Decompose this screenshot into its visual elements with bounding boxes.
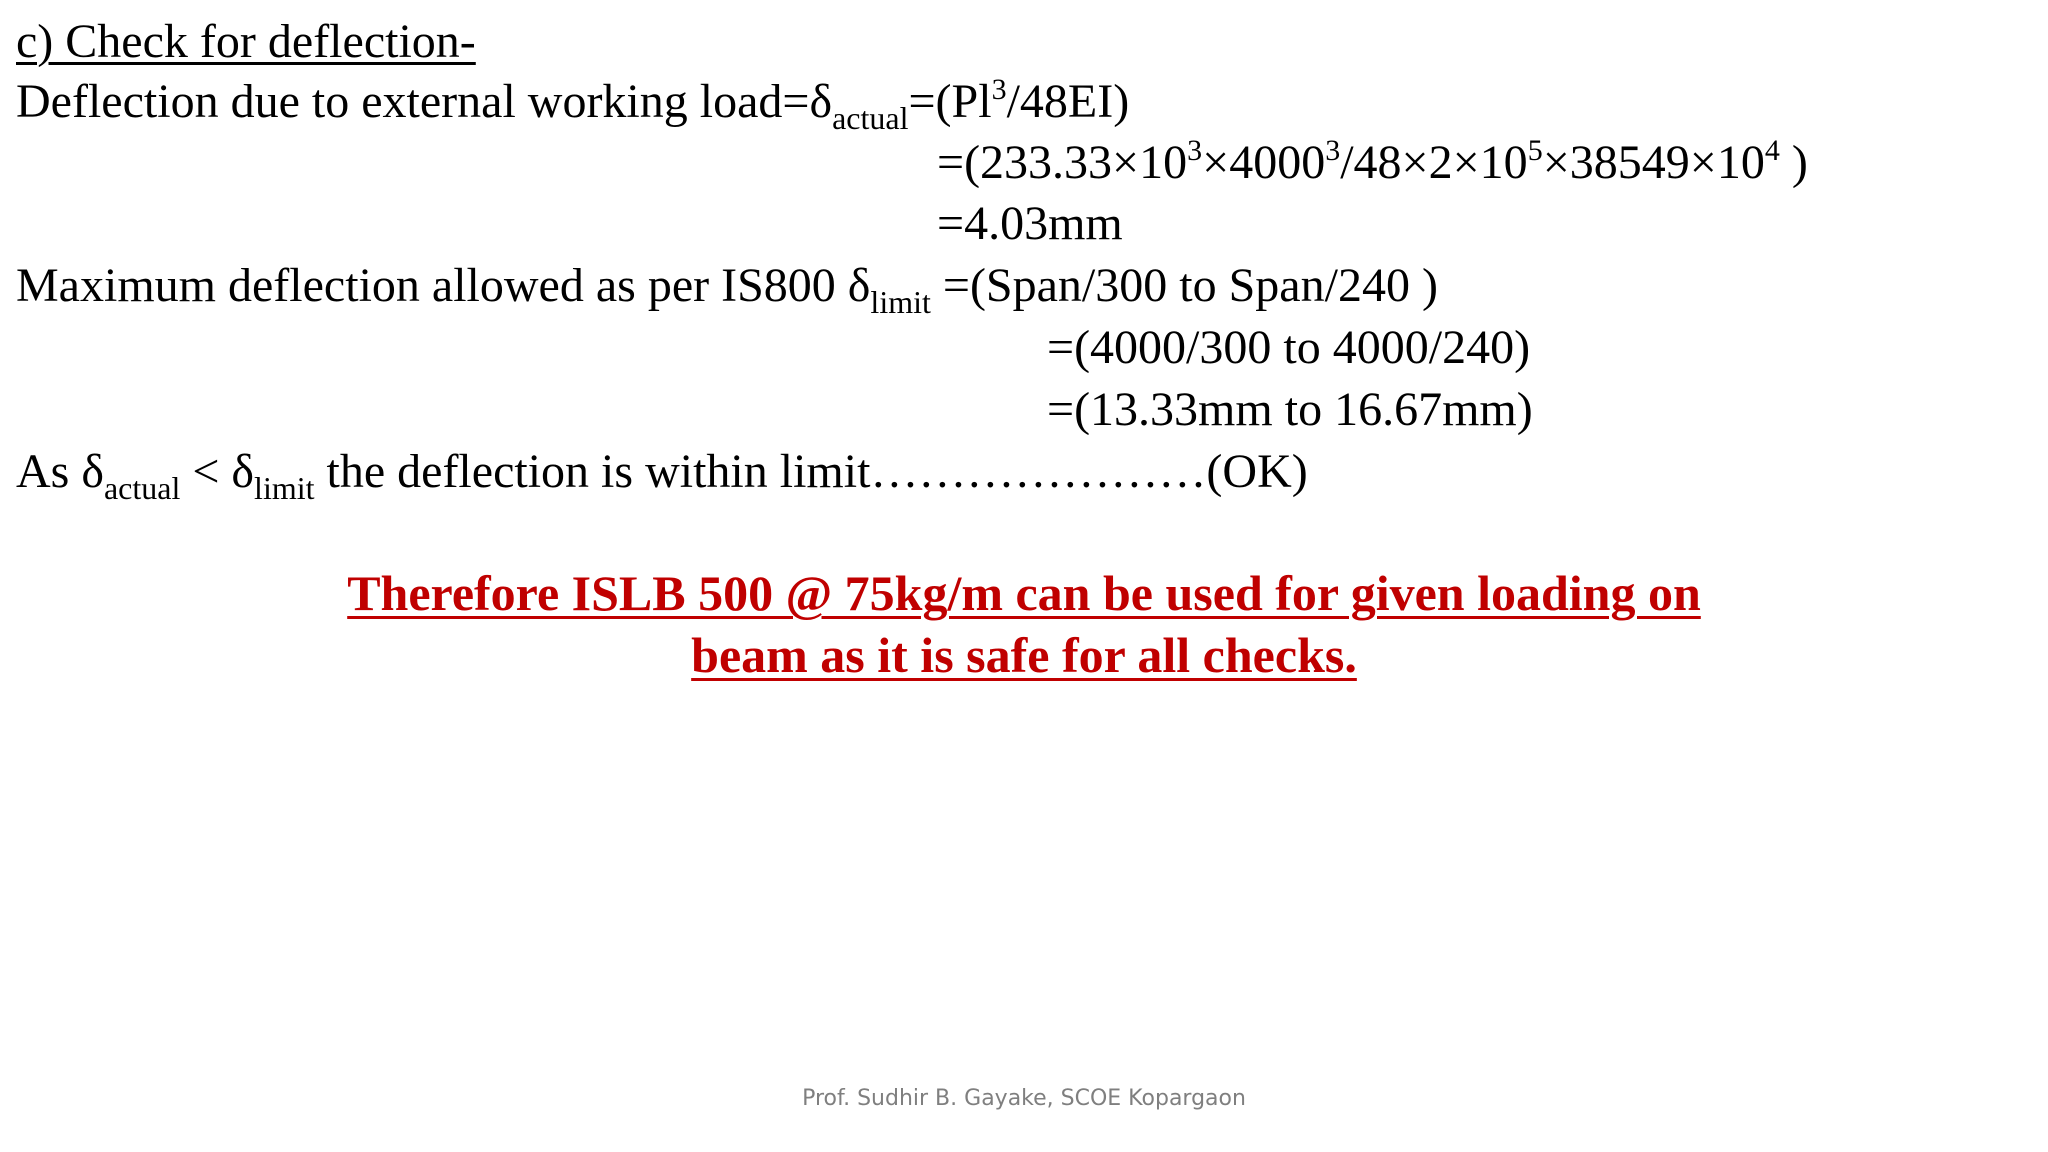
substitution-part-2: ×4000 (1202, 136, 1326, 189)
conclusion-line-1: Therefore ISLB 500 @ 75kg/m can be used for given loading on (347, 565, 1701, 621)
slide-heading: c) Check for deflection- (16, 15, 476, 68)
superscript-3: 5 (1527, 134, 1543, 167)
substitution-part-4: ×38549×10 (1542, 136, 1765, 189)
slide-footer: Prof. Sudhir B. Gayake, SCOE Kopargaon (802, 1086, 1246, 1111)
superscript-1: 3 (1187, 134, 1203, 167)
substitution-part-3: /48×2×10 (1340, 136, 1528, 189)
superscript-2: 3 (1325, 134, 1341, 167)
deflection-result-line: =4.03mm (937, 197, 1123, 250)
deflection-formula-line (16, 72, 1130, 136)
comparison-limit-subscript: limit (254, 470, 315, 506)
cube-superscript: 3 (991, 73, 1007, 106)
delta-actual-subscript: actual (832, 100, 909, 136)
comparison-line (16, 442, 1308, 506)
comparison-actual-subscript: actual (103, 470, 181, 506)
deflection-substitution-line (937, 133, 1808, 193)
conclusion-line-2: beam as it is safe for all checks. (691, 627, 1357, 683)
comparison-part-3: the deflection is within limit…………………(OK) (314, 445, 1308, 498)
max-deflection-prefix: Maximum deflection allowed as per IS800 δ (16, 259, 871, 312)
max-deflection-suffix: =(Span/300 to Span/240 ) (930, 259, 1438, 312)
deflection-formula-suffix: /48EI) (1006, 75, 1130, 128)
superscript-4: 4 (1764, 134, 1780, 167)
limit-substitution-line: =(4000/300 to 4000/240) (1047, 321, 1531, 374)
comparison-part-2: < δ (180, 445, 255, 498)
deflection-formula-prefix: Deflection due to external working load=δ (16, 75, 833, 128)
substitution-part-5: ) (1779, 136, 1808, 189)
max-deflection-line (16, 256, 1438, 320)
deflection-formula-mid: =(Pl (908, 75, 992, 128)
substitution-part-1: =(233.33×10 (937, 136, 1188, 189)
delta-limit-subscript: limit (870, 284, 931, 320)
comparison-part-1: As δ (16, 445, 104, 498)
limit-result-line: =(13.33mm to 16.67mm) (1047, 383, 1533, 436)
